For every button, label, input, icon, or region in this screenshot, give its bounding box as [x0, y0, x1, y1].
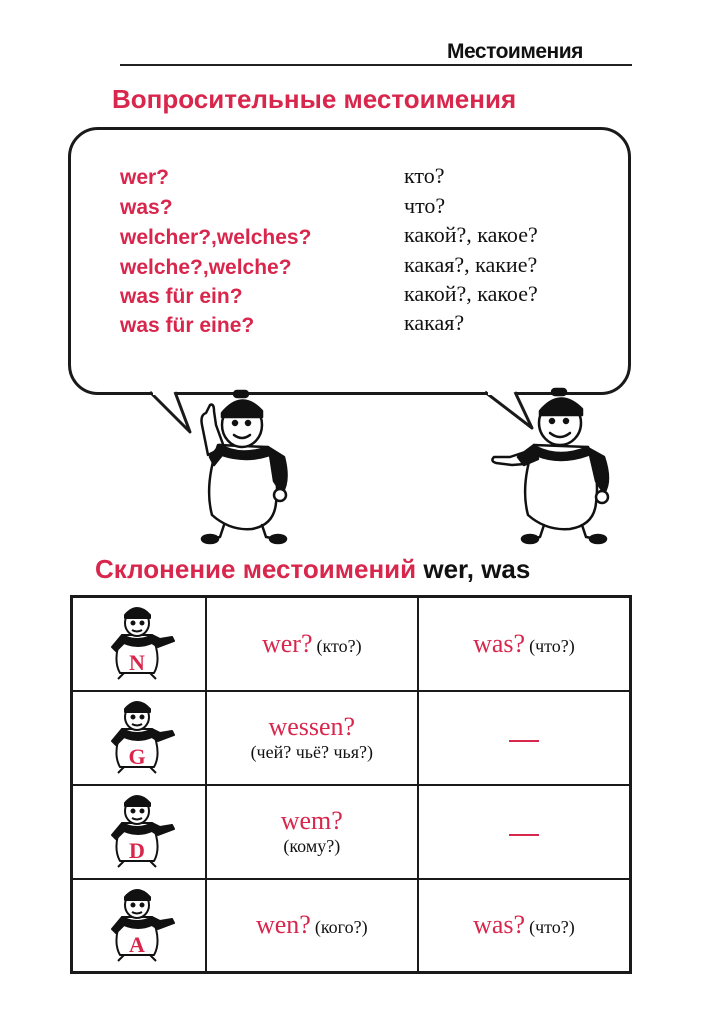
wer-translation: (кто?)	[316, 635, 362, 656]
case-cell	[72, 785, 206, 879]
case-figure-icon	[94, 787, 184, 871]
was-cell	[418, 691, 631, 785]
wer-cell	[206, 597, 418, 691]
pronoun-de: was?	[120, 196, 173, 219]
case-letter: G	[128, 744, 146, 769]
pronoun-ru: какой?, какое?	[404, 281, 538, 306]
case-figure-icon	[94, 881, 184, 965]
case-letter: A	[128, 931, 145, 957]
case-letter: D	[128, 838, 145, 863]
case-cell	[72, 879, 206, 973]
wer-translation: (чей? чьё? чья?)	[250, 742, 373, 762]
was-form: was?	[473, 910, 526, 940]
section-title-declension	[95, 554, 530, 585]
wer-translation: (кому?)	[283, 836, 341, 856]
case-figure-icon	[94, 599, 184, 683]
wer-translation: (кого?)	[314, 917, 368, 938]
pronoun-de: was für eine?	[120, 314, 255, 337]
was-form: was?	[473, 628, 526, 658]
header-rule	[120, 64, 632, 66]
pronoun-de: wer?	[120, 166, 170, 189]
pronoun-de: welche?,welche?	[120, 256, 292, 279]
pronoun-ru: какая?, какие?	[404, 252, 538, 277]
declension-table	[70, 595, 632, 974]
table-row	[72, 785, 631, 879]
cartoon-man-pointing-left-illustration	[490, 385, 620, 545]
was-translation: (что?)	[529, 917, 575, 938]
empty-dash	[509, 834, 539, 836]
wer-cell	[206, 879, 418, 973]
was-cell	[418, 785, 631, 879]
case-letter: N	[128, 650, 145, 676]
table-row	[72, 691, 631, 785]
declension-title-suffix: wer, was	[423, 554, 531, 584]
case-cell	[72, 597, 206, 691]
page-header-title: Местоимения	[447, 40, 583, 63]
pronoun-ru: что?	[404, 193, 446, 218]
pronoun-de: was für ein?	[120, 285, 243, 308]
wer-form: wen?	[255, 910, 311, 940]
table-row	[72, 879, 631, 973]
was-cell	[418, 879, 631, 973]
pronoun-ru: какой?, какое?	[404, 222, 538, 247]
wer-cell	[206, 691, 418, 785]
empty-dash	[509, 740, 539, 742]
wer-cell	[206, 785, 418, 879]
wer-form: wer?	[261, 628, 313, 658]
table-row	[72, 597, 631, 691]
cartoon-man-pointing-up-illustration	[190, 385, 300, 545]
was-translation: (что?)	[529, 635, 575, 656]
wer-form: wessen?	[268, 712, 356, 741]
case-cell	[72, 691, 206, 785]
pronoun-ru: кто?	[404, 163, 445, 188]
pronoun-ru: какая?	[404, 310, 465, 335]
declension-title-text: Склонение местоимений	[95, 554, 417, 584]
pronoun-de: welcher?,welches?	[120, 226, 312, 249]
wer-form: wem?	[280, 806, 343, 835]
case-figure-icon	[94, 693, 184, 777]
was-cell	[418, 597, 631, 691]
section-title-interrogative: Вопросительные местоимения	[112, 84, 517, 114]
